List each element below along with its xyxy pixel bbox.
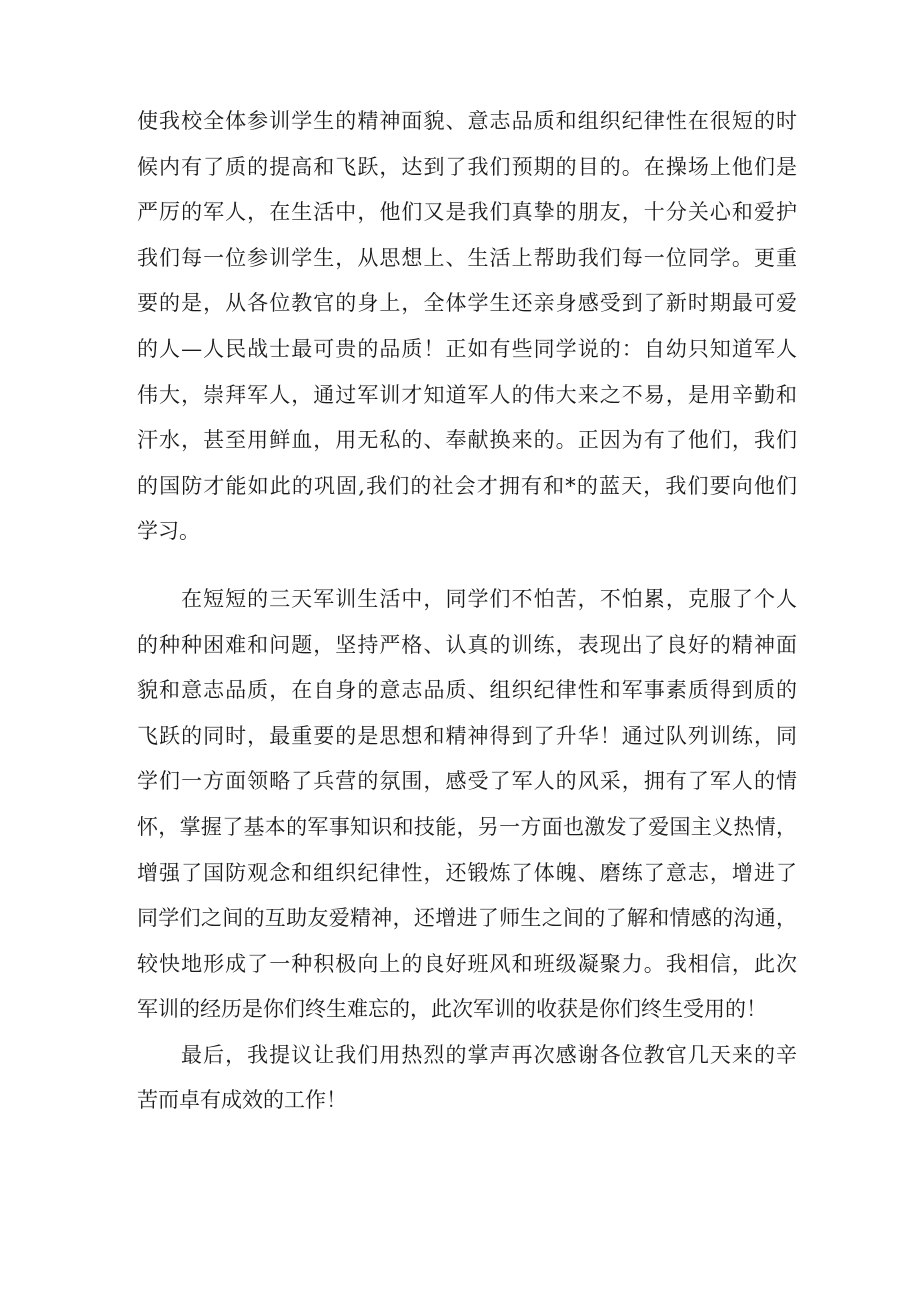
paragraph-1 xyxy=(137,99,797,555)
paragraph-3 xyxy=(137,1033,797,1124)
paragraph-3-line-1: 最后，我提议让我们用热烈的掌声再次感谢各位教官几天来的辛 xyxy=(181,1042,797,1067)
paragraph-2 xyxy=(137,577,797,1033)
paragraph-1-line-10: 学习。 xyxy=(137,519,200,544)
paragraph-2-line-5: 学们一方面领略了兵营的氛围，感受了军人的风采，拥有了军人的情 xyxy=(137,769,797,794)
paragraph-3-line-2: 苦而卓有成效的工作！ xyxy=(137,1088,347,1113)
paragraph-gap xyxy=(137,555,797,577)
document-body xyxy=(137,99,797,1124)
paragraph-2-line-9: 较快地形成了一种积极向上的良好班风和班级凝聚力。我相信，此次 xyxy=(137,951,797,976)
paragraph-1-line-1: 使我校全体参训学生的精神面貌、意志品质和组织纪律性在很短的时 xyxy=(137,109,797,133)
paragraph-1-line-2: 候内有了质的提高和飞跃，达到了我们预期的目的。在操场上他们是 xyxy=(137,154,797,179)
paragraph-1-line-6: 的人—人民战士最可贵的品质！正如有些同学说的：自幼只知道军人 xyxy=(137,336,797,361)
paragraph-2-line-2: 的种种困难和问题，坚持严格、认真的训练，表现出了良好的精神面 xyxy=(137,632,797,657)
paragraph-2-line-8: 同学们之间的互助友爱精神，还增进了师生之间的了解和情感的沟通， xyxy=(137,906,797,931)
paragraph-2-line-1: 在短短的三天军训生活中，同学们不怕苦，不怕累，克服了个人 xyxy=(181,586,797,611)
paragraph-2-line-7: 增强了国防观念和组织纪律性，还锻炼了体魄、磨练了意志，增进了 xyxy=(137,860,797,885)
paragraph-1-line-7: 伟大，崇拜军人，通过军训才知道军人的伟大来之不易，是用辛勤和 xyxy=(137,382,797,407)
paragraph-2-line-10: 军训的经历是你们终生难忘的，此次军训的收获是你们终生受用的！ xyxy=(137,997,767,1022)
paragraph-1-line-8: 汗水，甚至用鲜血，用无私的、奉献换来的。正因为有了他们，我们 xyxy=(137,428,797,453)
paragraph-1-line-4: 我们每一位参训学生，从思想上、生活上帮助我们每一位同学。更重 xyxy=(137,245,797,270)
paragraph-2-line-4: 飞跃的同时，最重要的是思想和精神得到了升华！通过队列训练，同 xyxy=(137,723,797,748)
paragraph-2-line-6: 怀，掌握了基本的军事知识和技能，另一方面也激发了爱国主义热情， xyxy=(137,814,797,839)
paragraph-1-line-3: 严厉的军人，在生活中，他们又是我们真挚的朋友，十分关心和爱护 xyxy=(137,200,797,225)
paragraph-2-line-3: 貌和意志品质，在自身的意志品质、组织纪律性和军事素质得到质的 xyxy=(137,678,797,703)
paragraph-1-line-9: 的国防才能如此的巩固,我们的社会才拥有和*的蓝天，我们要向他们 xyxy=(137,473,797,498)
paragraph-1-line-5: 要的是，从各位教官的身上，全体学生还亲身感受到了新时期最可爱 xyxy=(137,291,797,316)
